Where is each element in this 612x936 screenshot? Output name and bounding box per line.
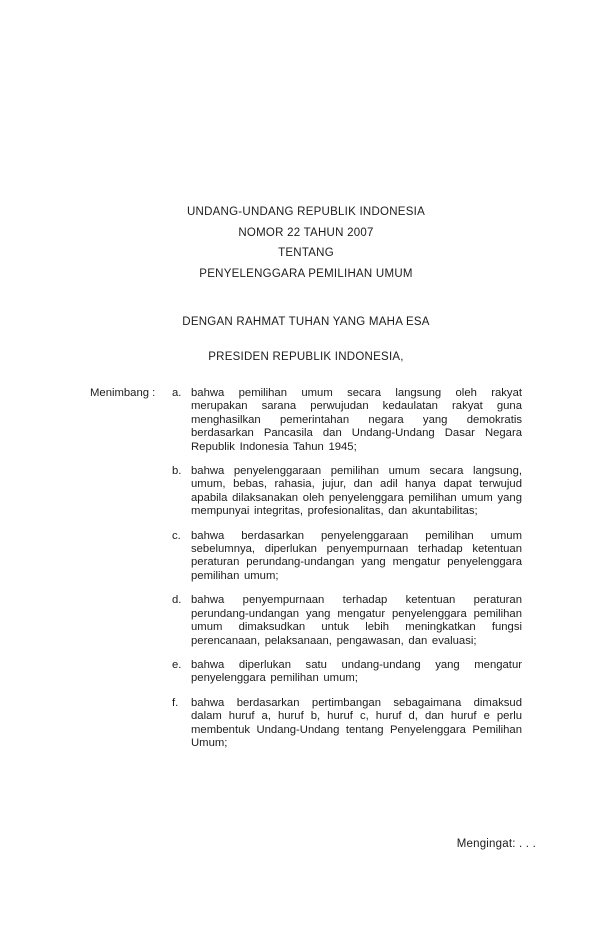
item-text: bahwa penyelenggaraan pemilihan umum secara langsung, umum, bebas, rahasia, jujur, dan adil hanya dapat terwujud apabila dilaksanakan oleh penyelenggara pemilihan umum yang mempunyai integritas, profesionalitas, dan akuntabilitas;: [191, 465, 522, 518]
item-text: bahwa berdasarkan pertimbangan sebagaimana dimaksud dalam huruf a, huruf b, huruf c, huruf d, dan huruf e perlu membentuk Undang-Undang tentang Penyelenggara Pemilihan Umum;: [191, 696, 522, 749]
title-line-number: NOMOR 22 TAHUN 2007: [238, 226, 374, 239]
considering-item-b: [172, 464, 522, 519]
considering-section: [0, 386, 612, 760]
considering-label: Menimbang :: [90, 387, 156, 399]
continuation-note: Mengingat: . . .: [456, 838, 536, 850]
considering-item-f: [172, 696, 522, 751]
item-letter: c.: [172, 529, 181, 542]
document-title: [0, 0, 612, 284]
considering-item-c: [172, 529, 522, 584]
item-letter: f.: [172, 696, 179, 709]
title-line-country: UNDANG-UNDANG REPUBLIK INDONESIA: [186, 206, 426, 218]
title-line-tentang: TENTANG: [278, 247, 334, 259]
item-letter: d.: [172, 594, 182, 607]
considering-list: [172, 386, 522, 760]
invocation-line: DENGAN RAHMAT TUHAN YANG MAHA ESA: [182, 316, 430, 328]
considering-item-d: [172, 593, 522, 648]
considering-item-e: [172, 658, 522, 686]
item-text: bahwa pemilihan umum secara langsung oleh rakyat merupakan sarana perwujudan kedaulatan rakyat guna menghasilkan pemerintahan negara yang demokratis berdasarkan Pancasila dan Undang-Undang Dasar Negara Republik Indonesia Tahun 1945;: [191, 387, 522, 453]
item-letter: b.: [172, 465, 182, 478]
item-letter: a.: [172, 387, 182, 399]
item-text: bahwa penyempurnaan terhadap ketentuan peraturan perundang-undangan yang mengatur penyelenggara pemilihan umum dimaksudkan untuk lebih meningkatkan fungsi perencanaan, pelaksanaan, pengawasan, dan evaluasi;: [191, 594, 522, 647]
considering-item-a: [172, 386, 522, 454]
item-letter: e.: [172, 658, 182, 671]
salutation-line: PRESIDEN REPUBLIK INDONESIA,: [208, 351, 404, 363]
item-text: bahwa berdasarkan penyelenggaraan pemilihan umum sebelumnya, diperlukan penyempurnaan terhadap ketentuan peraturan perundang-undangan yang mengatur penyelenggara pemilihan umum;: [191, 529, 522, 582]
item-text: bahwa diperlukan satu undang-undang yang mengatur penyelenggara pemilihan umum;: [191, 658, 522, 685]
title-line-subject: PENYELENGGARA PEMILIHAN UMUM: [199, 267, 413, 280]
